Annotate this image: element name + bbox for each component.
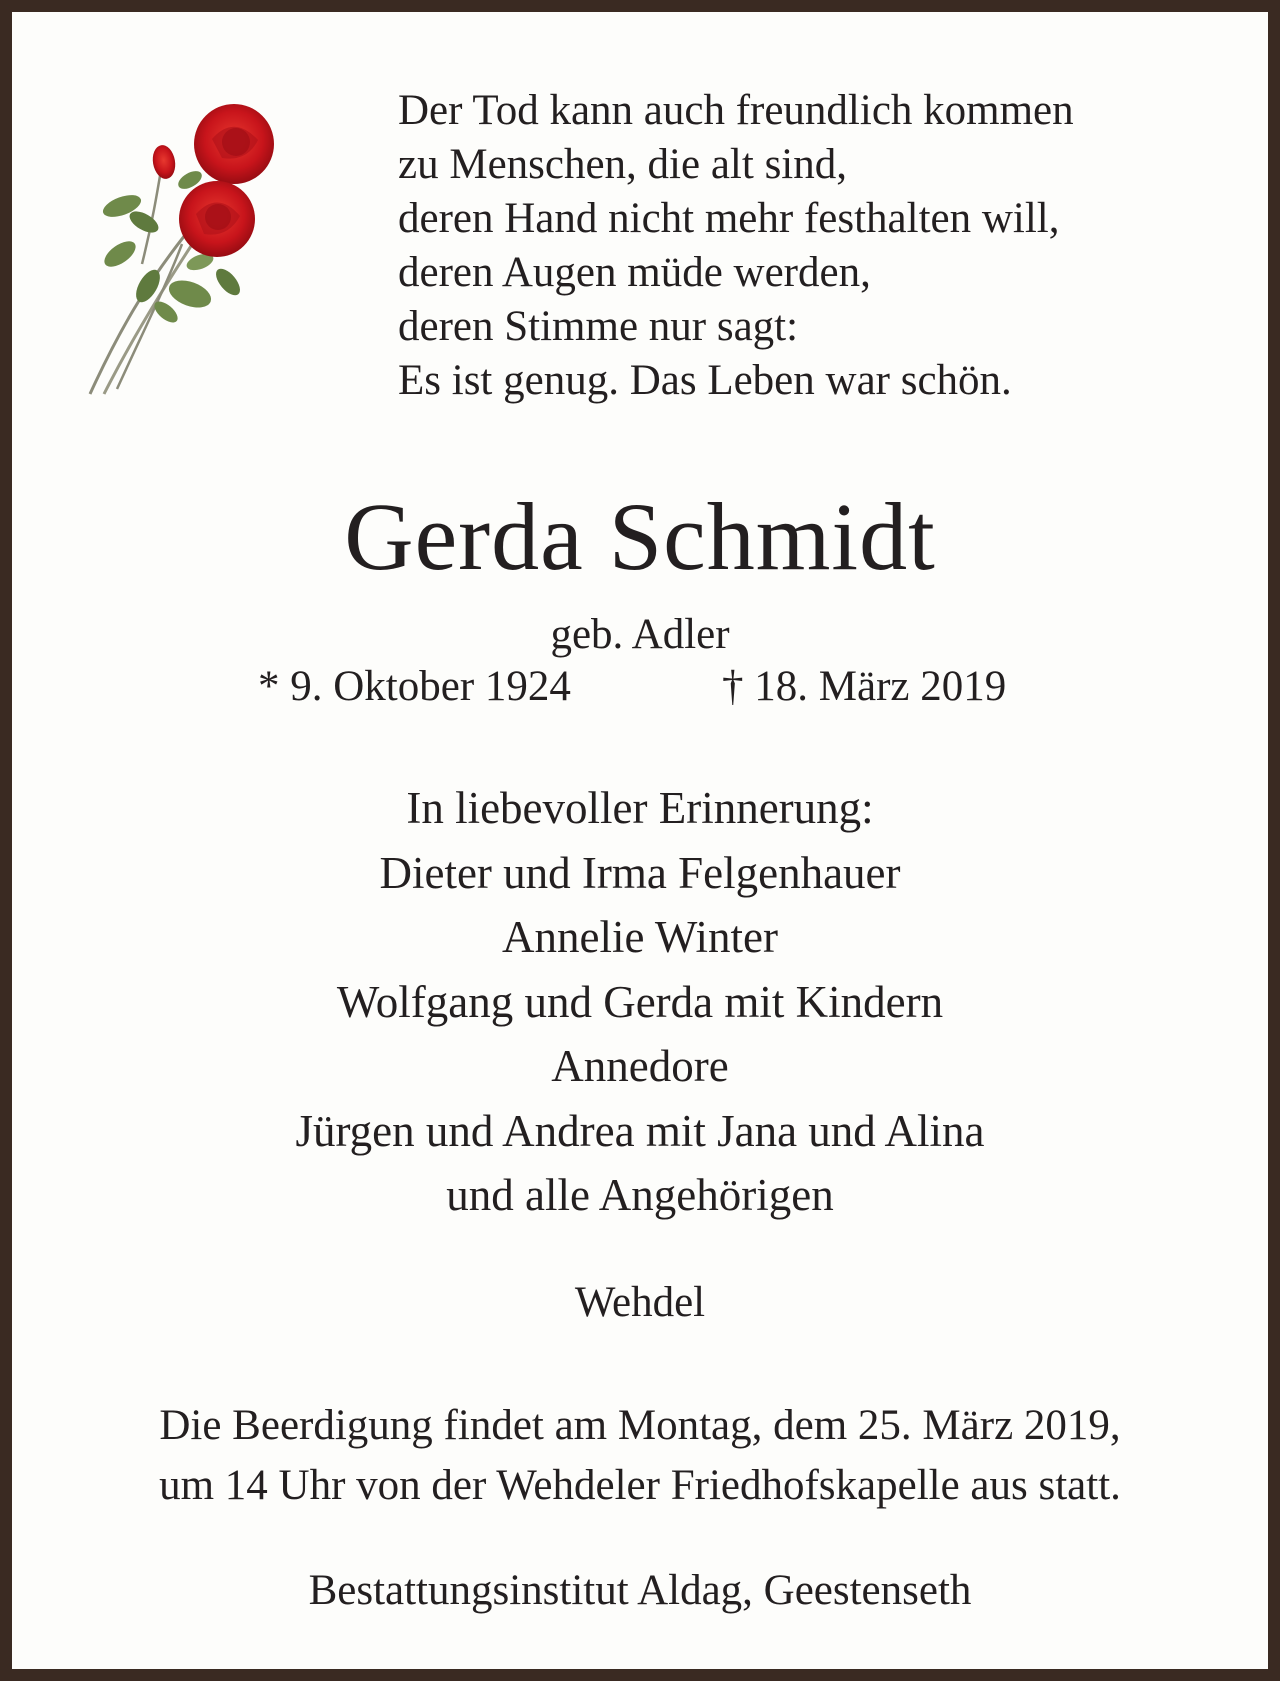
birth-name: geb. Adler bbox=[550, 611, 730, 658]
mourners-line: Annedore bbox=[551, 1041, 729, 1091]
mourners-line: und alle Angehörigen bbox=[446, 1170, 834, 1220]
poem-line: deren Augen müde werden, bbox=[398, 249, 871, 296]
poem-line: deren Hand nicht mehr festhalten will, bbox=[398, 195, 1060, 242]
poem-line: Der Tod kann auch freundlich kommen bbox=[398, 87, 1074, 134]
undertaker: Bestattungsinstitut Aldag, Geestenseth bbox=[308, 1567, 972, 1614]
birth-date: * 9. Oktober 1924 bbox=[258, 663, 571, 710]
poem bbox=[398, 84, 1238, 408]
funeral-line: um 14 Uhr von der Wehdeler Friedhofskapelle aus statt. bbox=[159, 1462, 1121, 1509]
poem-line: deren Stimme nur sagt: bbox=[398, 303, 799, 350]
poem-line: zu Menschen, die alt sind, bbox=[398, 141, 848, 188]
funeral-info bbox=[12, 1396, 1268, 1516]
mourners-line: Jürgen und Andrea mit Jana und Alina bbox=[295, 1105, 985, 1156]
mourners-line: Wolfgang und Gerda mit Kindern bbox=[336, 976, 944, 1027]
death-date: † 18. März 2019 bbox=[722, 663, 1007, 710]
deceased-name: Gerda Schmidt bbox=[344, 483, 936, 590]
mourners-line: Dieter und Irma Felgenhauer bbox=[379, 847, 901, 898]
place: Wehdel bbox=[574, 1279, 706, 1326]
mourners-line: In liebevoller Erinnerung: bbox=[406, 783, 874, 833]
poem-line: Es ist genug. Das Leben war schön. bbox=[398, 357, 1012, 404]
mourners-list bbox=[12, 776, 1268, 1228]
funeral-line: Die Beerdigung findet am Montag, dem 25. März 2019, bbox=[159, 1402, 1121, 1449]
roses-icon bbox=[82, 104, 297, 404]
mourners-line: Annelie Winter bbox=[501, 912, 779, 962]
